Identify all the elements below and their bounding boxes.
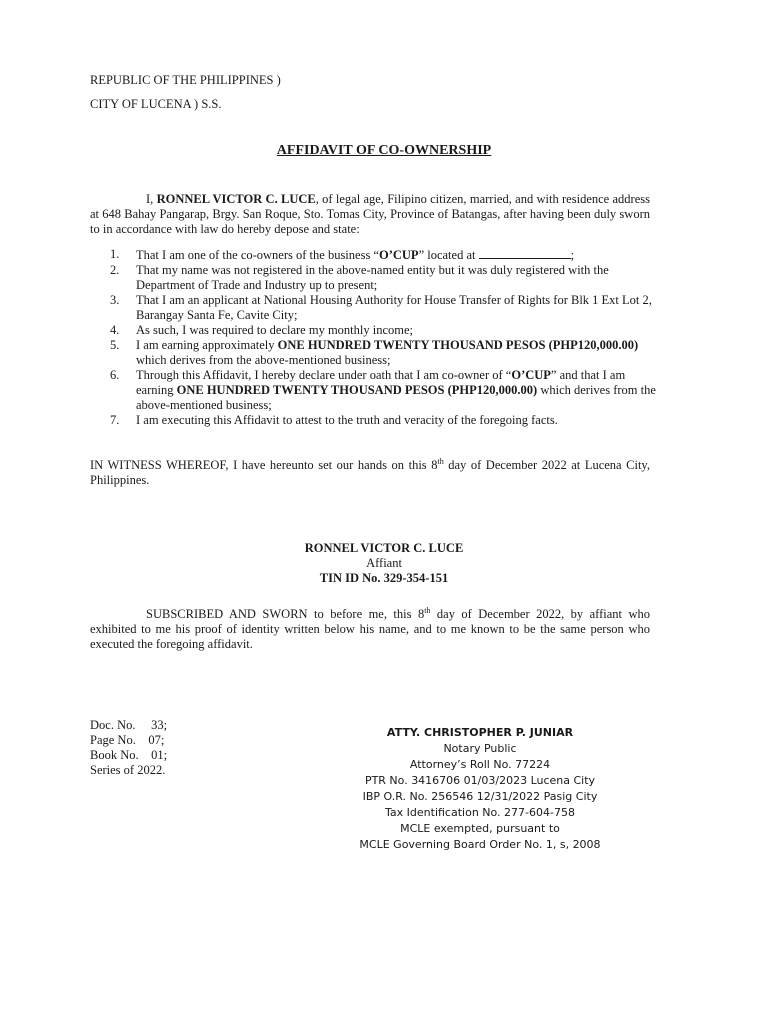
intro-prefix: I,: [146, 192, 154, 206]
page-number: Page No. 07;: [90, 733, 165, 747]
list-item: 3. That I am an applicant at National Housing Authority for House Transfer of Rights for Blk 1 Ext Lot 2, Barangay Santa Fe, Cavite City;: [110, 293, 652, 322]
series-year: Series of 2022.: [90, 763, 166, 777]
affiant-name: RONNEL VICTOR C. LUCE: [304, 541, 464, 555]
intro-paragraph: [90, 192, 650, 237]
list-item: 2. That my name was not registered in the above-named entity but it was duly registered with the Department of Trade and Industry up to present;: [110, 263, 609, 292]
list-item: 1. That I am one of the co-owners of the business “O’CUP” located at ;: [110, 247, 575, 262]
list-item: 4. As such, I was required to declare my monthly income;: [110, 323, 414, 337]
list-item: 6. Through this Affidavit, I hereby declare under oath that I am co-owner of “O’CUP” and that I am earning ONE HUNDRED TWENTY THOUSAND PESOS (PHP120,000.00) which derives from the above-mentioned business;: [110, 368, 656, 412]
statement-list: [90, 247, 660, 428]
caption-city: CITY OF LUCENA ) S.S.: [90, 97, 222, 111]
notary-ptr: PTR No. 3416706 01/03/2023 Lucena City: [364, 774, 596, 787]
notary-mcle: MCLE exempted, pursuant to: [400, 822, 560, 835]
list-item: 7. I am executing this Affidavit to attest to the truth and veracity of the foregoing facts.: [110, 413, 558, 427]
notary-ibp: IBP O.R. No. 256546 12/31/2022 Pasig City: [362, 790, 598, 803]
affiant-tin: TIN ID No. 329-354-151: [319, 571, 449, 585]
notary-tin: Tax Identification No. 277-604-758: [385, 806, 575, 819]
notarial-register: [90, 718, 167, 778]
notary-roll: Attorney’s Roll No. 77224: [409, 758, 551, 771]
notary-name: ATTY. CHRISTOPHER P. JUNIAR: [386, 726, 574, 739]
list-item: 5. I am earning approximately ONE HUNDRED TWENTY THOUSAND PESOS (PHP120,000.00) which derives from the above-mentioned business;: [110, 338, 639, 367]
notary-title: Notary Public: [443, 742, 517, 755]
witness-paragraph: IN WITNESS WHEREOF, I have hereunto set our hands on this 8th day of December 2022 at Lucena City, Philippines.: [90, 456, 650, 487]
notary-mcle-order: MCLE Governing Board Order No. 1, s, 2008: [359, 838, 601, 851]
intro-text: , of legal age, Filipino citizen, married, and with residence address at 648 Bahay Pangarap, Brgy. San Roque, Sto. Tomas City, Province of Batangas, after having been duly sworn to in accordance with law do hereby depose and state:: [90, 192, 651, 236]
sworn-paragraph: SUBSCRIBED AND SWORN to before me, this 8th day of December 2022, by affiant who exhibited to me his proof of identity written below his name, and to me known to be the same person who executed the foregoing affidavit.: [90, 605, 650, 651]
caption-republic: REPUBLIC OF THE PHILIPPINES ): [90, 73, 281, 87]
affiant-name-inline: RONNEL VICTOR C. LUCE: [156, 192, 316, 206]
location-blank: [479, 247, 571, 259]
document-title: AFFIDAVIT OF CO-OWNERSHIP: [276, 143, 492, 158]
notary-block: [330, 725, 630, 853]
doc-number: Doc. No. 33;: [90, 718, 168, 732]
affiant-role: Affiant: [366, 556, 402, 570]
book-number: Book No. 01;: [90, 748, 168, 762]
